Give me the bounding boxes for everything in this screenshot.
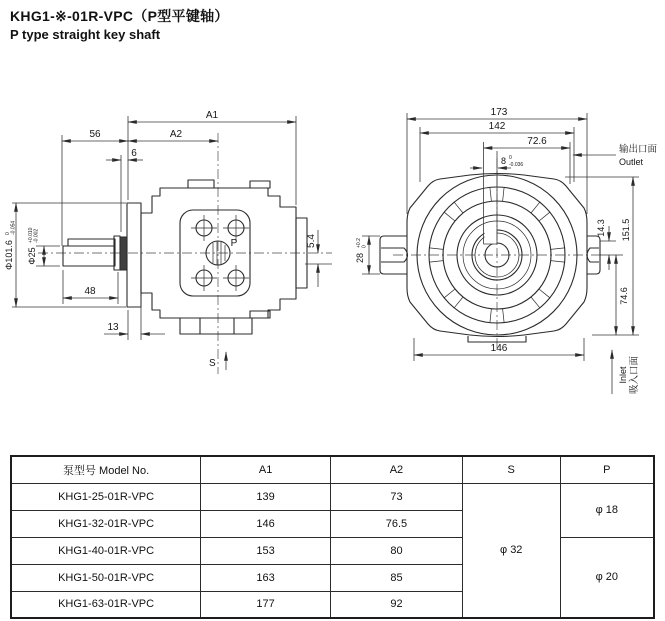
svg-text:吸入口面: 吸入口面 bbox=[629, 355, 640, 395]
dim-5_4 bbox=[305, 230, 332, 287]
side-view-drawing bbox=[4, 110, 332, 374]
dim-6 bbox=[106, 148, 143, 232]
svg-text:+0.2: +0.2 bbox=[356, 238, 362, 248]
svg-text:72.6: 72.6 bbox=[527, 136, 547, 147]
svg-text:5.4: 5.4 bbox=[306, 234, 317, 248]
svg-text:146: 146 bbox=[490, 343, 508, 354]
seal-ring bbox=[120, 237, 127, 270]
svg-text:48: 48 bbox=[84, 286, 96, 297]
a2-cell: 80 bbox=[331, 537, 463, 564]
svg-text:28: 28 bbox=[355, 252, 365, 264]
a1-cell: 153 bbox=[201, 537, 331, 564]
svg-text:-0.036: -0.036 bbox=[509, 162, 524, 168]
body-tab-top-right bbox=[250, 181, 270, 188]
svg-text:-0.054: -0.054 bbox=[10, 220, 17, 235]
model-cell: KHG1-25-01R-VPC bbox=[11, 483, 201, 510]
dim-28 bbox=[355, 236, 380, 274]
body-tab-top-left bbox=[188, 180, 214, 188]
svg-text:Inlet: Inlet bbox=[618, 366, 628, 384]
svg-text:14.3: 14.3 bbox=[596, 219, 606, 237]
svg-text:+0.010: +0.010 bbox=[28, 227, 34, 243]
keyway-cut bbox=[485, 226, 497, 244]
page-subtitle: P type straight key shaft bbox=[10, 27, 161, 42]
svg-text:A1: A1 bbox=[205, 110, 219, 121]
col-header-a1: A1 bbox=[201, 456, 331, 483]
model-cell: KHG1-50-01R-VPC bbox=[11, 564, 201, 591]
body-tab-bottom-right bbox=[250, 311, 270, 318]
side-view-centerlines bbox=[38, 133, 332, 374]
svg-text:S: S bbox=[209, 358, 216, 369]
svg-text:6: 6 bbox=[131, 148, 137, 159]
shaft bbox=[63, 246, 115, 266]
table-row bbox=[11, 483, 654, 510]
model-spec-table bbox=[10, 455, 655, 619]
a1-cell: 177 bbox=[201, 591, 331, 618]
svg-text:173: 173 bbox=[490, 107, 508, 118]
outlet-callout bbox=[573, 143, 658, 167]
model-cell: KHG1-32-01R-VPC bbox=[11, 510, 201, 537]
dim-48 bbox=[63, 270, 118, 304]
svg-text:8: 8 bbox=[501, 156, 507, 166]
svg-text:-0.002: -0.002 bbox=[33, 228, 40, 243]
a1-cell: 139 bbox=[201, 483, 331, 510]
model-cell: KHG1-40-01R-VPC bbox=[11, 537, 201, 564]
svg-text:56: 56 bbox=[89, 129, 101, 140]
col-header-a2: A2 bbox=[331, 456, 463, 483]
svg-text:0: 0 bbox=[5, 232, 11, 235]
svg-text:0: 0 bbox=[509, 155, 512, 161]
col-header-model: 泵型号 Model No. bbox=[11, 456, 201, 483]
dim-a1 bbox=[128, 110, 296, 205]
svg-text:13: 13 bbox=[107, 322, 119, 333]
s-merged-cell: φ 32 bbox=[462, 483, 560, 618]
svg-text:A2: A2 bbox=[169, 129, 183, 140]
a2-cell: 92 bbox=[331, 591, 463, 618]
svg-text:74.6: 74.6 bbox=[619, 287, 629, 305]
front-view-drawing bbox=[355, 107, 658, 394]
a2-cell: 73 bbox=[331, 483, 463, 510]
svg-text:0: 0 bbox=[361, 245, 368, 248]
page-title: KHG1-※-01R-VPC（P型平键轴） bbox=[10, 8, 229, 24]
svg-text:Outlet: Outlet bbox=[619, 157, 644, 167]
body-foot bbox=[180, 318, 252, 334]
port-s-callout bbox=[209, 352, 226, 370]
svg-text:Φ25: Φ25 bbox=[27, 247, 37, 265]
col-header-p: P bbox=[560, 456, 654, 483]
a1-cell: 146 bbox=[201, 510, 331, 537]
a1-cell: 163 bbox=[201, 564, 331, 591]
shaft-key bbox=[68, 239, 115, 246]
mounting-flange bbox=[127, 203, 141, 307]
dim-72_6 bbox=[484, 136, 571, 184]
table-header-row bbox=[11, 456, 654, 483]
svg-text:输出口面: 输出口面 bbox=[619, 144, 658, 155]
a2-cell: 85 bbox=[331, 564, 463, 591]
a2-cell: 76.5 bbox=[331, 510, 463, 537]
dim-13 bbox=[104, 296, 165, 340]
svg-text:151.5: 151.5 bbox=[621, 218, 631, 242]
port-p-label: P bbox=[230, 238, 238, 249]
svg-text:Φ101.6: Φ101.6 bbox=[4, 240, 14, 270]
dim-pilot-diameter bbox=[4, 203, 126, 307]
svg-text:142: 142 bbox=[488, 121, 506, 132]
inlet-callout bbox=[612, 350, 640, 394]
p-merged-cell-20: φ 20 bbox=[560, 537, 654, 618]
p-merged-cell-18: φ 18 bbox=[560, 483, 654, 537]
dim-shaft-diameter bbox=[27, 227, 60, 266]
col-header-s: S bbox=[462, 456, 560, 483]
dim-74_6 bbox=[616, 255, 629, 335]
model-cell: KHG1-63-01R-VPC bbox=[11, 591, 201, 618]
